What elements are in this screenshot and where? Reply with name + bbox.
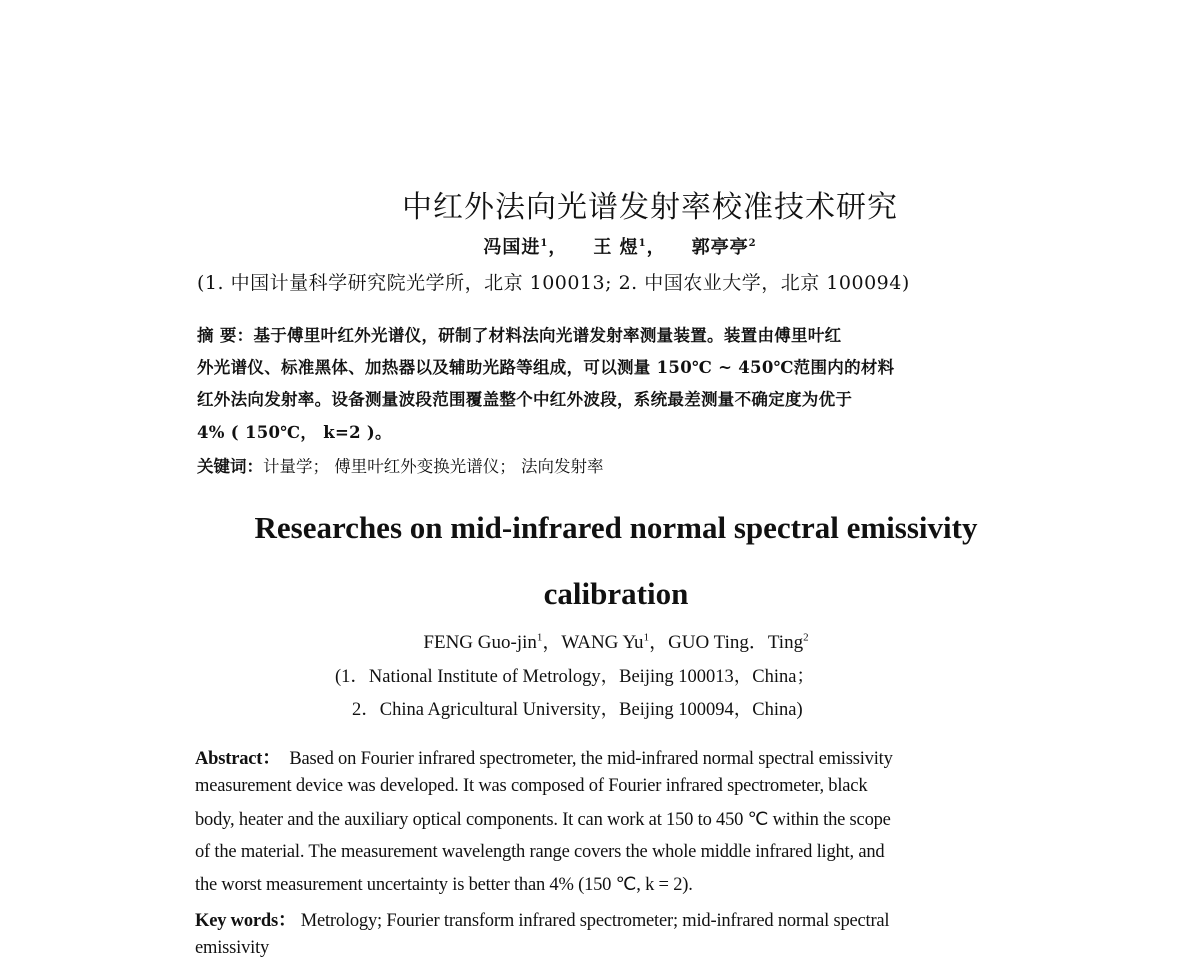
author-2-cn-sup: 1 (638, 238, 647, 249)
affiliation-en-line-1: (1．National Institute of Metrology，Beijing 100013，China； (335, 667, 815, 687)
keywords-en-label: Key words： (195, 911, 297, 931)
author-3-en-sup: 2 (803, 631, 809, 644)
authors-cn: 冯国进$^1$， 王 煜$^1$， 郭亭亭$^2$ (483, 237, 757, 258)
author-2-en-sup: 1 (643, 631, 650, 644)
abstract-cn-label: 摘 要： (197, 326, 254, 345)
affiliation-cn: (1. 中国计量科学研究院光学所，北京 100013; 2. 中国农业大学，北京 100094) (197, 272, 910, 294)
abstract-cn-line-2: 外光谱仪、标准黑体、加热器以及辅助光路等组成，可以测量 150℃ ~ 450℃范围内的材料 (197, 358, 895, 377)
abstract-en-line-4: of the material. The measurement wavelength range covers the whole middle infrared light, and (195, 842, 885, 862)
abstract-en-line-5: the worst measurement uncertainty is better than 4% (150 ℃, k = 2). (195, 875, 693, 895)
authors-en: FENG Guo-jin$^1$，WANG Yu$^1$，GUO Ting．Ting$^2$ (423, 631, 809, 653)
author-3-cn-sup: 2 (748, 238, 757, 249)
keywords-cn (197, 453, 604, 477)
abstract-en-line-1: Abstract： Based on Fourier infrared spectrometer, the mid-infrared normal spectral emissivity (195, 749, 893, 769)
keywords-en-line-2: emissivity (195, 938, 270, 958)
abstract-cn-line-1: 摘 要：基于傅里叶红外光谱仪，研制了材料法向光谱发射率测量装置。装置由傅里叶红 (197, 326, 842, 345)
abstract-cn-line-3: 红外法向发射率。设备测量波段范围覆盖整个中红外波段，系统最差测量不确定度为优于 (197, 390, 853, 409)
author-2-en: WANG Yu (561, 632, 644, 653)
author-1-en: FENG Guo-jin (423, 632, 537, 653)
abstract-en-line-2: measurement device was developed. It was composed of Fourier infrared spectrometer, black (195, 776, 868, 796)
author-1-en-sup: 1 (536, 631, 543, 644)
paper-title-cn: 中红外法向光谱发射率校准技术研究 (402, 190, 898, 225)
author-1-cn-sup: 1 (540, 238, 549, 249)
keywords-en: Key words： Metrology; Fourier transform infrared spectrometer; mid-infrared normal spectral (195, 911, 890, 931)
author-2-cn: 王 煜 (593, 237, 639, 258)
paper-title-en-line-1: Researches on mid-infrared normal spectral emissivity (254, 510, 978, 545)
author-3-cn: 郭亭亭 (691, 237, 749, 258)
keywords-cn-label: 关键词： (197, 457, 263, 476)
keywords-cn-text: 计量学； 傅里叶红外变换光谱仪； 法向发射率 (263, 457, 604, 476)
abstract-en-label: Abstract： (195, 749, 281, 769)
affiliation-en-line-2: 2．China Agricultural University，Beijing 100094，China) (352, 700, 803, 720)
paper-title-en-line-2: calibration (543, 576, 689, 611)
author-1-cn: 冯国进 (483, 237, 541, 258)
author-3-en: GUO Ting．Ting (668, 632, 804, 653)
abstract-en-line-3: body, heater and the auxiliary optical components. It can work at 150 to 450 ℃ within the scope (195, 810, 891, 830)
abstract-cn-line-4: 4% ( 150℃， k=2 )。 (197, 423, 392, 442)
